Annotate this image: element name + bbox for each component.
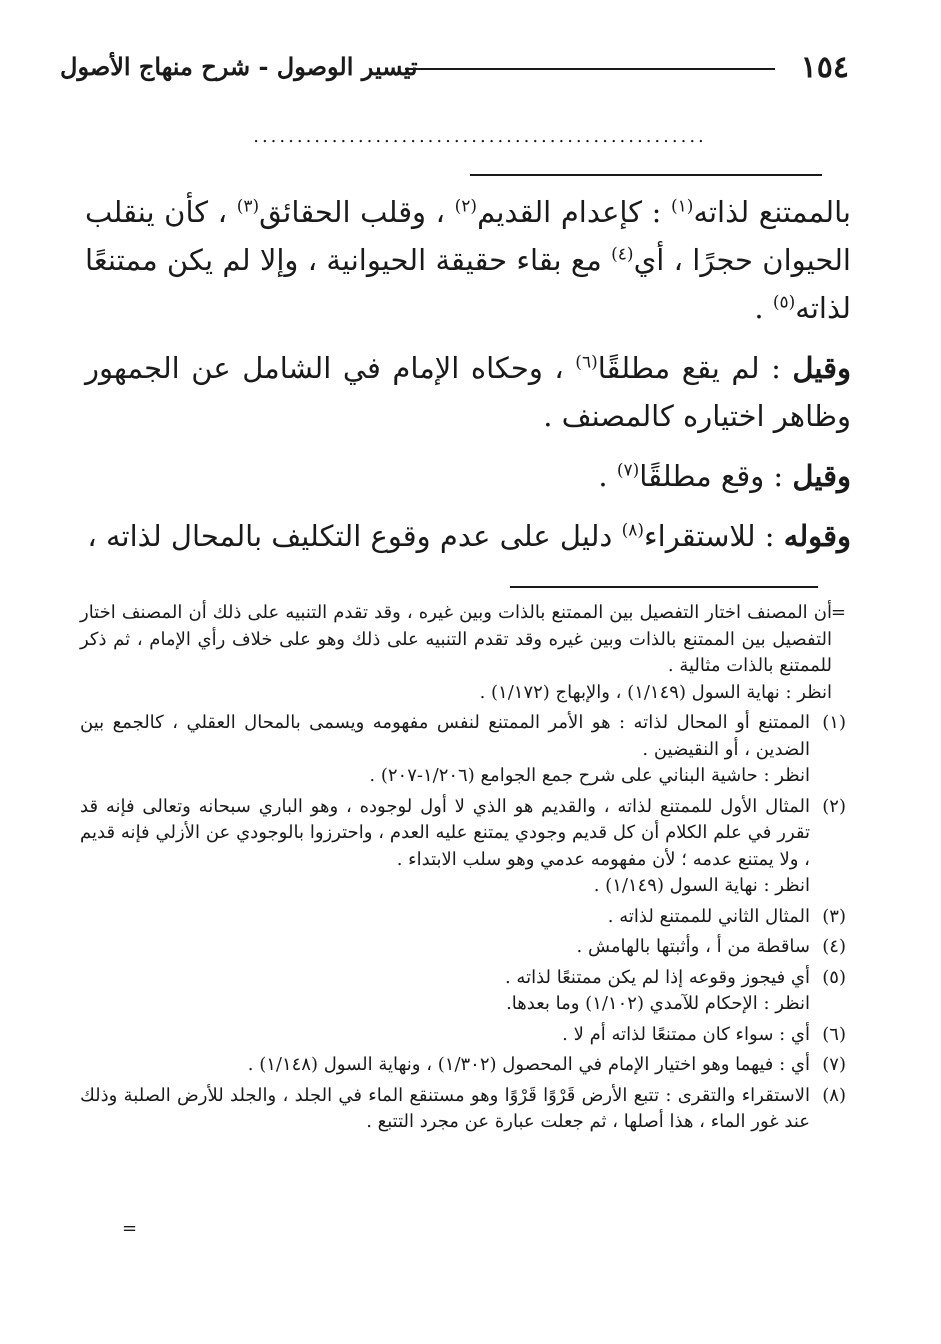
footnote-ref-4: (٤)	[611, 244, 634, 265]
page-number: ١٥٤	[800, 50, 849, 85]
paragraph-lead: وقيل	[792, 351, 851, 385]
footnote-ref-3: (٣)	[236, 196, 260, 217]
footnote-ref-6: (٦)	[575, 352, 598, 373]
text-run: .	[754, 291, 773, 325]
footnote-number: (٥)	[822, 966, 846, 988]
footnote-text: الممتنع أو المحال لذاته : هو الأمر الممتنع لنفس مفهومه ويسمى بالمحال العقلي ، كالجمع بين الضدين ، أو النقيضين .	[80, 712, 810, 760]
running-title: تيسير الوصول - شرح منهاج الأصول	[60, 52, 418, 81]
footnote-source: انظر : حاشية البناني على شرح جمع الجوامع (١/٢٠٦-٢٠٧) .	[369, 765, 810, 786]
paragraph-3	[85, 452, 851, 500]
footnote-source: انظر : نهاية السول (١/١٤٩) .	[593, 875, 810, 896]
footnote-number: (٦)	[822, 1023, 846, 1045]
footnote-text: ساقطة من أ ، وأثبتها بالهامش .	[576, 936, 810, 957]
footnote-text: الاستقراء والتقرى : تتبع الأرض قَرْوًا قَرْوًا وهو مستنقع الماء في الجلد ، والجلد للأرض الصلبة وذلك عند غور الماء ، هذا أصلها ، ثم جعلت عبارة عن مجرد التتبع .	[80, 1084, 810, 1132]
footnote-source: انظر : نهاية السول (١/١٤٩) ، والإبهاج (١/١٧٢) .	[479, 681, 832, 703]
footnote-number: (٣)	[822, 905, 846, 927]
text-run: ، وقلب الحقائق	[259, 195, 455, 229]
footnote-ref-8: (٨)	[621, 520, 644, 541]
text-run: بالممتنع لذاته	[693, 195, 851, 229]
top-rule	[470, 174, 822, 176]
header-rule	[405, 68, 775, 70]
footnote-source: انظر : الإحكام للآمدي (١/١٠٢) وما بعدها.	[506, 993, 810, 1014]
footnote-5	[80, 965, 846, 1018]
footnote-ref-1: (١)	[671, 196, 694, 217]
footnote-3	[80, 904, 846, 931]
footnote-ref-5: (٥)	[772, 292, 796, 313]
footnote-number: (١)	[822, 712, 846, 733]
footnote-6	[80, 1022, 846, 1049]
text-run: : كإعدام القديم	[477, 195, 672, 229]
text-run: مع بقاء حقيقة الحيوانية ، وإلا لم يكن ممتنعًا لذاته	[85, 243, 851, 325]
text-run: دليل على عدم وقوع التكليف بالمحال لذاته ،	[87, 519, 622, 553]
footnote-4	[80, 934, 846, 961]
paragraph-lead: وقوله	[783, 519, 851, 553]
continuation-mark-end: =	[122, 1218, 138, 1239]
footnote-number: (٨)	[822, 1084, 846, 1106]
paragraph-1	[85, 188, 851, 332]
continuation-mark: =	[830, 602, 846, 623]
paragraph-4	[85, 512, 851, 560]
footnote-number: (٢)	[822, 795, 846, 817]
footnote-text: أي : سواء كان ممتنعًا لذاته أم لا .	[562, 1023, 810, 1045]
footnote-number: (٧)	[822, 1054, 846, 1075]
footnote-text: أي : فيهما وهو اختيار الإمام في المحصول (١/٣٠٢) ، ونهاية السول (١/١٤٨) .	[247, 1054, 810, 1075]
footnote-text: المثال الأول للممتنع لذاته ، والقديم هو الذي لا أول لوجوده ، وهو الباري سبحانه وتعالى فإنه قد تقرر في علم الكلام أن كل قديم وجودي يمتنع عليه العدم ، واحترزوا بالوجودي عن الأزلي فإنه قديم ، ولا يمتنع عدمه ؛ لأن مفهومه عدمي وهو سلب الابتداء .	[80, 795, 810, 870]
footnote-1	[80, 710, 846, 790]
footnote-2	[80, 794, 846, 900]
text-run: ، وحكاه الإمام في الشامل عن الجمهور وظاهر اختياره كالمصنف .	[85, 351, 851, 433]
footnote-text: أن المصنف اختار التفصيل بين الممتنع بالذات وبين غيره ، وقد تقدم التنبيه على ذلك أن المصنف اختار التفصيل بين الممتنع بالذات وبين غيره وقد تقدم التنبيه على ذلك وهو على خلاف رأي الإمام ، ثم ذكر للممتنع بالذات مثالية .	[80, 602, 832, 676]
text-run: .	[598, 459, 617, 493]
text-run: : وقع مطلقًا	[639, 459, 793, 493]
text-run: : للاستقراء	[644, 519, 784, 553]
text-run: : لم يقع مطلقًا	[597, 351, 793, 385]
text-run: ، كأن ينقلب الحيوان حجرًا ، أي	[85, 195, 851, 277]
footnote-rule	[510, 586, 818, 588]
footnotes	[80, 600, 846, 1140]
paragraph-lead: وقيل	[792, 459, 851, 493]
footnote-number: (٤)	[822, 936, 846, 957]
footnote-text: أي فيجوز وقوعه إذا لم يكن ممتنعًا لذاته .	[504, 966, 810, 988]
paragraph-2	[85, 344, 851, 440]
footnote-8	[80, 1083, 846, 1136]
footnote-7	[80, 1052, 846, 1079]
footnote-continuation	[80, 600, 846, 706]
footnote-ref-2: (٢)	[454, 196, 478, 217]
ellipsis-separator: ....................................................	[253, 126, 707, 147]
footnote-ref-7: (٧)	[616, 460, 640, 481]
main-text	[85, 188, 851, 572]
footnote-text: المثال الثاني للممتنع لذاته .	[607, 905, 810, 927]
